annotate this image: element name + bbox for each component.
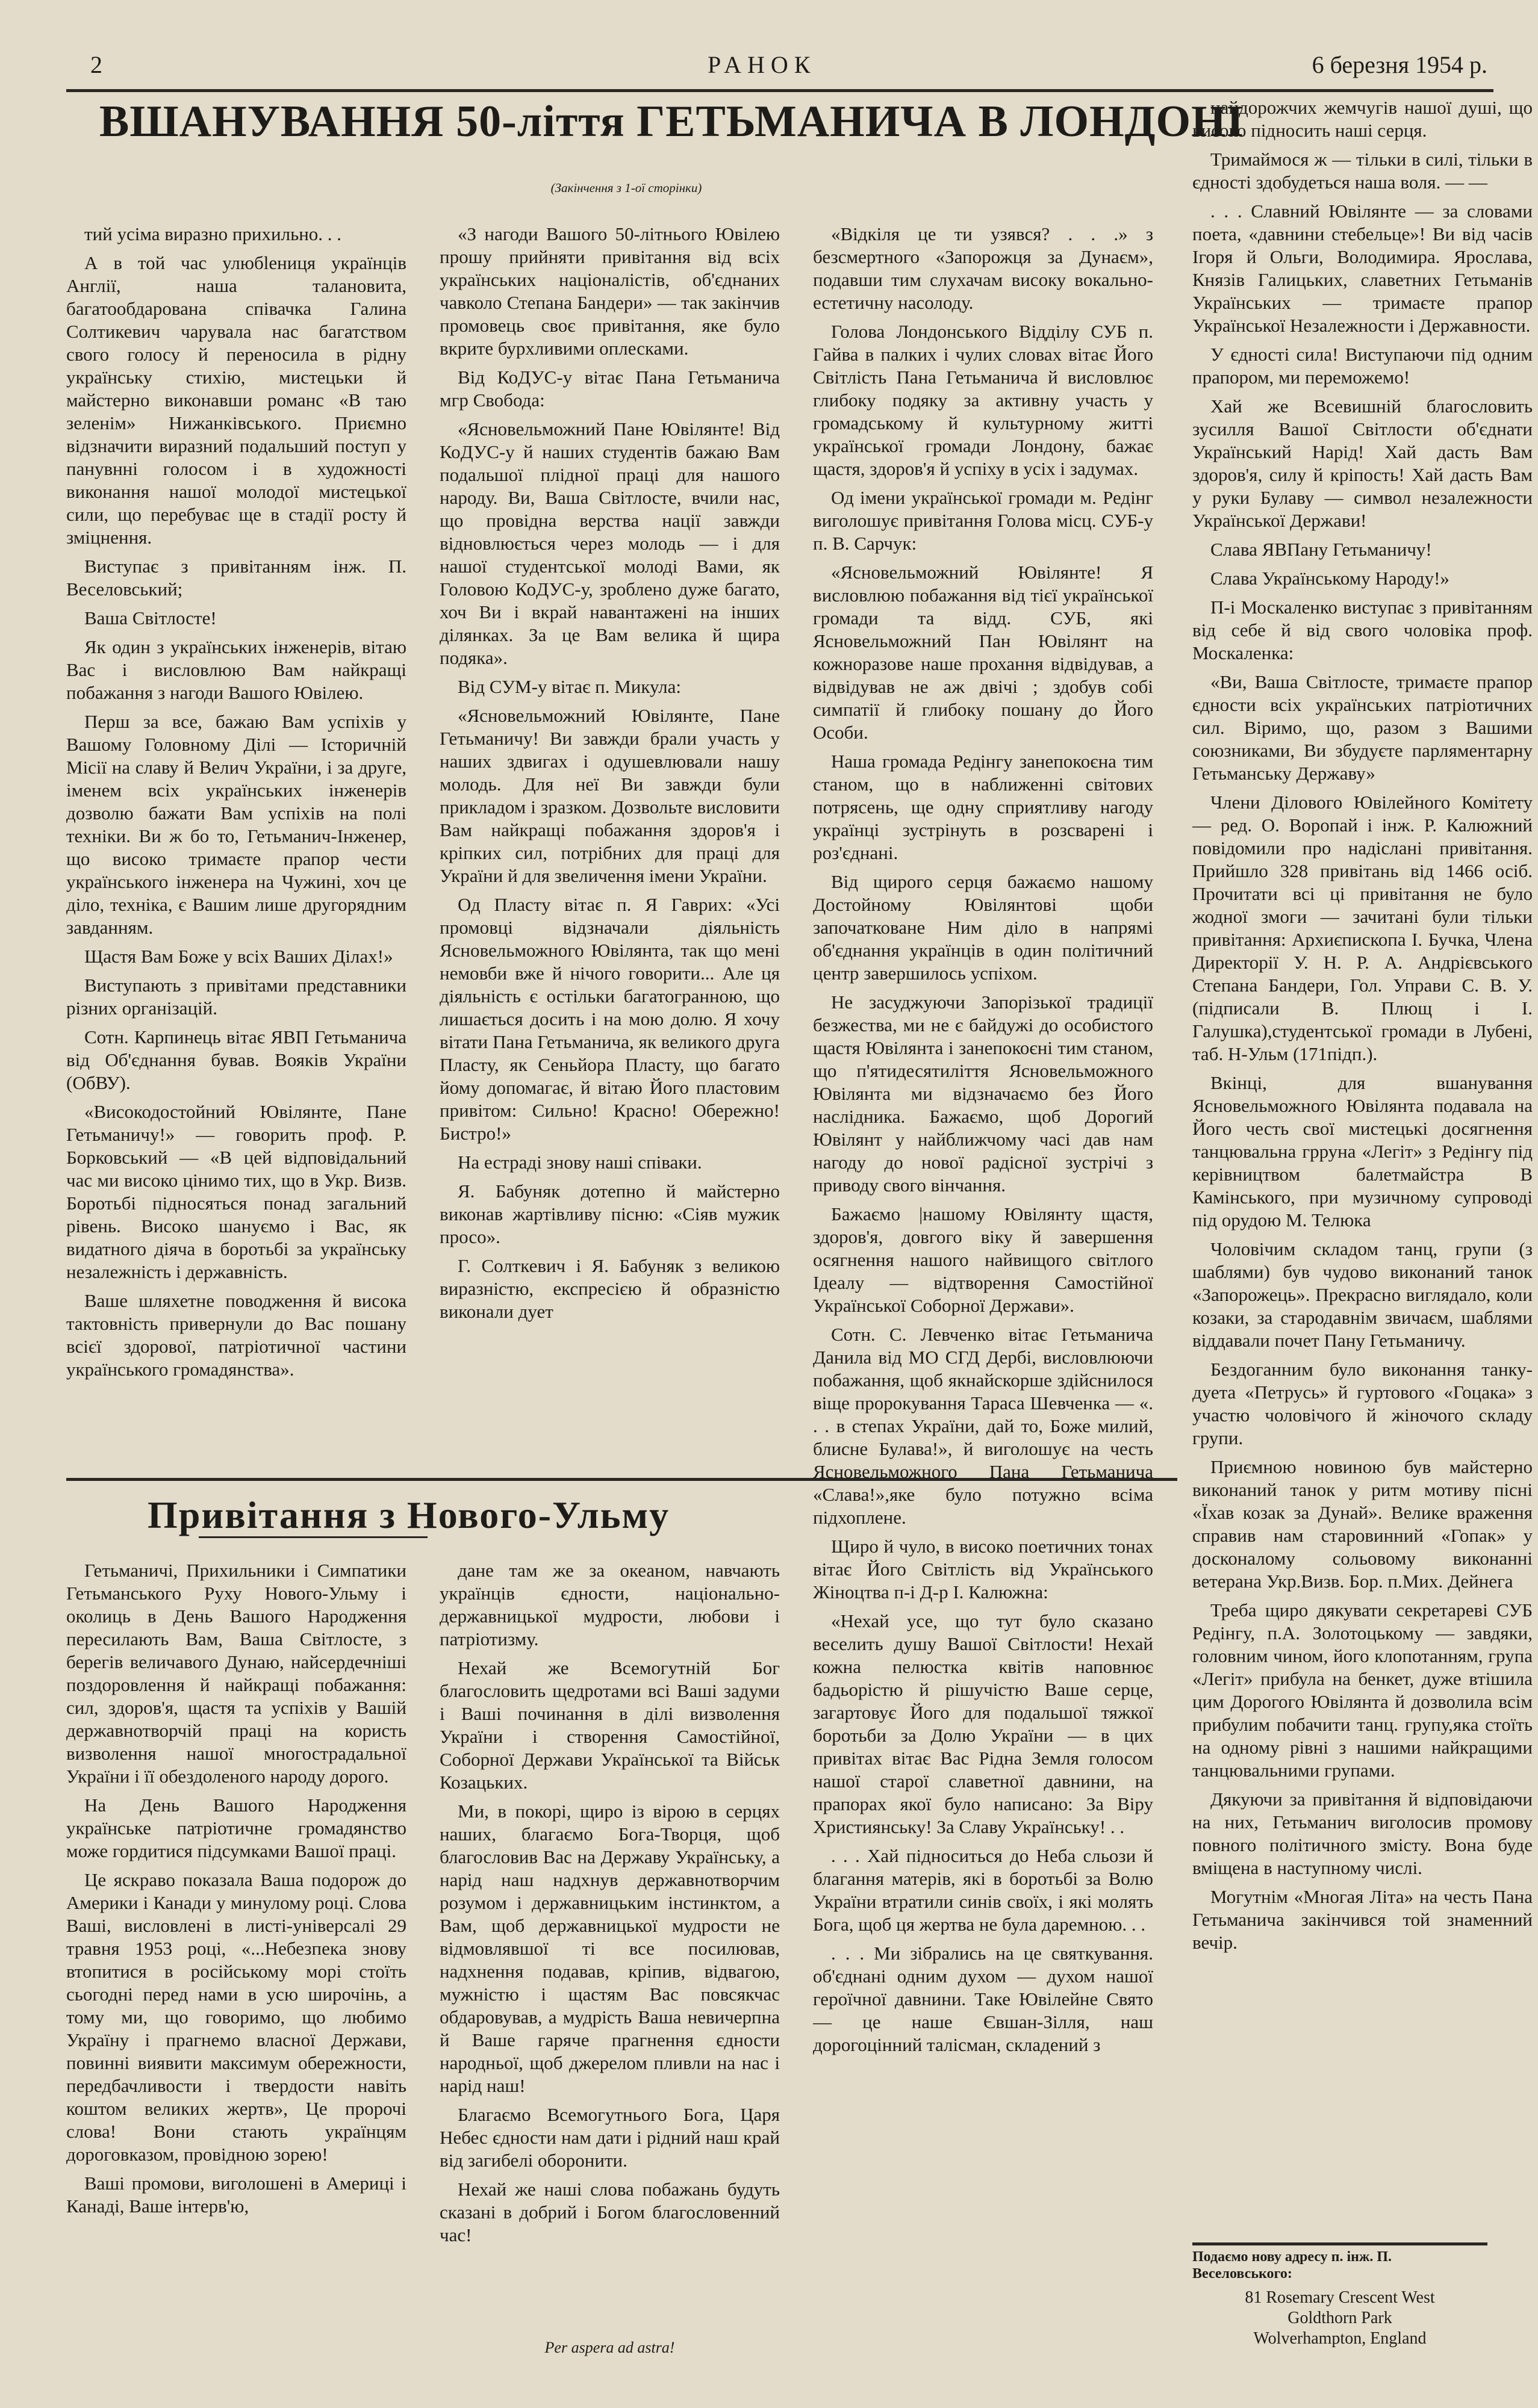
- article-paragraph: «Ясновельможний Пане Ювілянте! Від КоДУС-у й наших студентів бажаю Вам подальшої плідної праці для нашого народу. Ви, Ваша Світлосте, вчили нас, що провідна верства нації завжди відновлюється через молодь — і для нашої студентської молоді Вами, як Головою КоДУС-у, зроблено дуже багато, хоч Ви і вкрай навантажені на інших ділянках. За це Вам велика й щира подяка».: [440, 418, 780, 668]
- article-paragraph: . . . Славний Ювілянте — за словами поета, «давнини стебельце»! Ви від часів Ігоря й Ольги, Володимира. Ярослава, Князів Галицьких, славетних Гетьманів Українських — тримаєте прапор Української Незалежности і Державности.: [1192, 200, 1533, 336]
- address-line: Goldthorn Park: [1287, 2309, 1392, 2327]
- page-header: [66, 47, 1493, 92]
- article-paragraph: «Ясновельможний Ювілянте, Пане Гетьманичу! Ви завжди брали участь у наших здвигах і одушевлювали нашу молодь. Для неї Ви завжди були прикладом і зразком. Дозвольте висловити Вам найкращі побажання здоров'я і кріпких сил, потрібних для праці для України й для звеличення імени України.: [440, 705, 780, 886]
- article-paragraph: Ваше шляхетне поводження й висока тактовність привернули до Вас пошану всієї здорової, патріотичної частини українського громадянства».: [66, 1290, 406, 1380]
- article-paragraph: Як один з українських інженерів, вітаю Вас і висловлюю Вам найкращі побажання з нагоди Вашого Ювілею.: [66, 636, 406, 703]
- article-paragraph: Нехай же Всемогутній Бог благословить щедротами всі Ваші задуми і Ваші починання в ділі визволення України і створення Самостійної, Соборної Держави Української та Військ Козацьких.: [440, 1657, 780, 1793]
- article-paragraph: . . . Ми зібрались на це святкування. об'єднані одним духом — духом нашої героїчної давнини. Таке Ювілейне Свято — це наше Євшан-Зілля, наш дорогоцінний талісман, складений з: [813, 1943, 1153, 2055]
- article-paragraph: Від СУМ-у вітає п. Микула:: [458, 676, 682, 697]
- newspaper-title: РАНОК: [708, 51, 817, 78]
- article-paragraph: тий усіма виразно прихильно. . .: [84, 223, 342, 244]
- main-headline: ВШАНУВАННЯ 50-ліття ГЕТЬМАНИЧА В ЛОНДОНІ: [99, 97, 1245, 146]
- address-line: Wolverhampton, England: [1253, 2329, 1427, 2348]
- article-paragraph: Од імени української громади м. Редінг виголошує привітання Голова місц. СУБ-у п. В. Сарчук:: [813, 487, 1153, 554]
- continued-note: (Закінчення з 1-ої сторінки): [550, 181, 702, 195]
- article-paragraph: Бездоганним було виконання танку-дуета «Петрусь» й гуртового «Гоцака» з участю чоловічого й жіночого складу групи.: [1192, 1359, 1533, 1448]
- main-article-column-3: [813, 223, 1153, 2366]
- article-paragraph: Голова Лондонського Відділу СУБ п. Гайва в палких і чулих словах вітає Його Світлість Пана Гетьманича й висловлює глибоку подяку за активну участь у громадському й культурному житті української громади Лондону, бажає щастя, здоров'я й успіху в усіх і задумах.: [813, 321, 1153, 479]
- article-paragraph: Чоловічим складом танц, групи (з шаблями) був чудово виконаний танок «Запорожець». Прекрасно виглядало, коли козаки, за стародавнім звичаєм, шаблями віддавали почет Пану Гетьманичу.: [1192, 1238, 1533, 1351]
- main-article-column-1: [66, 223, 406, 1475]
- article-paragraph: Тримаймося ж — тільки в силі, тільки в єдності здобудеться наша воля. — —: [1192, 149, 1533, 193]
- article-paragraph: «Відкіля це ти узявся? . . .» з безсмертного «Запорожця за Дунаєм», подавши тим слухачам високу вокально-естетичну насолоду.: [813, 223, 1153, 313]
- article-paragraph: Не засуджуючи Запорізької традиції безжества, ми не є байдужі до особистого щастя Ювілянта і занепокоєні тим станом, що п'ятидесятиліття Ясновельможного Ювілянта ми відзначаємо без Його наслідника. Бажаємо, щоб Дорогий Ювілянт у найближчому часі дав нам нагоду до нової радісної зустрічі з приводу свого вінчання.: [813, 991, 1153, 1196]
- main-article-column-2: [440, 223, 780, 1475]
- second-article-headline: Привітання з Нового-Ульму: [148, 1494, 670, 1536]
- article-paragraph: Од Пласту вітає п. Я Гаврих: «Усі промовці відзначали діяльність Ясновельможного Ювілянта, так що мені немовби вже й нічого говорити... Але ця діяльність є остільки багатогранною, що лишається досить і на мою долю. Я хочу вітати Пана Гетьманича, як великого друга Пласту, як Сеньйора Пласту, що багато йому допомагає, й вітаю Його пластовим привітом: Сильно! Красно! Обережно! Бистро!»: [440, 894, 780, 1144]
- issue-date: 6 березня 1954 р.: [1312, 51, 1487, 78]
- second-article-column-2: [440, 1559, 780, 2336]
- article-paragraph: Гетьманичі, Прихильники і Симпатики Гетьманського Руху Нового-Ульму і околиць в День Вашого Народження пересилають Вам, Ваша Світлосте, з берегів величавого Дунаю, найсердечніші поздоровлення й найкращі побажання: сил, здоров'я, щастя та успіхів у Вашій державнотворчій праці на користь визволення нашої многострадальної України і її обездоленого народу дорого.: [66, 1560, 406, 1787]
- article-paragraph: Члени Ділового Ювілейного Комітету — ред. О. Воропай і інж. Р. Калюжний повідомили про надіслані привітання. Прийшло 328 привітань від 1466 осіб. Прочитати всі ці привітання не було жодної змоги — зачитані були тільки привітання: Архиєпископа І. Бучка, Члена Директорії У. Н. Р. А. Андрієвського Степана Бандери, Гол. Управи С. В. У. (підписали В. Плющ і І. Галушка),студентської громади в Лубені, таб. Н-Ульм (171підп.).: [1192, 792, 1533, 1064]
- article-paragraph: Виступають з привітами представники різних організацій.: [66, 975, 406, 1019]
- article-paragraph: Вкінці, для вшанування Ясновельможного Ювілянта подавала на Його честь свої мистецькі досягнення танцювальна грруна «Легіт» з Редінгу під керівництвом балетмайстра В Камінського, при музичному супроводі під орудою М. Телюка: [1192, 1072, 1533, 1230]
- article-paragraph: Від КоДУС-у вітає Пана Гетьманича мгр Свобода:: [440, 367, 780, 411]
- article-paragraph: «Нехай усе, що тут було сказано веселить душу Вашої Світлости! Нехай кожна пелюстка квітів наповнює бадьорістю й рішучістю Ваше серце, загартовує Його для подальшої тяжкої боротьби за Долю України — в цих привітах вітає Вас Рідна Земля голосом нашої старої славетної давнини, на прапорах якої було написано: За Віру Християнську! За Славу Українську! . .: [813, 1610, 1153, 1837]
- address-note: Подаємо нову адресу п. інж. П. Веселовського:: [1192, 2249, 1392, 2282]
- article-paragraph: Дякуючи за привітання й відповідаючи на них, Гетьманич виголосив промову повного політичного змісту. Вона буде вміщена в наступному числі.: [1192, 1789, 1533, 1878]
- article-paragraph: найдорожчих жемчугів нашої душі, що високо підносить наші серця.: [1192, 97, 1533, 141]
- article-paragraph: Треба щиро дякувати секретареві СУБ Редінгу, п.А. Золотоцькому — завдяки, головним чином, його клопотанням, група «Легіт» прибула на бенкет, дуже втішила цим Дорогого Ювілянта й дозволила всім прибулим побачити танц. групу,яка стоїть на одному рівні з нашими найкращими танцювальними групами.: [1192, 1600, 1533, 1781]
- article-paragraph: П-і Москаленко виступає з привітанням від себе й від свого чоловіка проф. Москаленка:: [1192, 597, 1533, 663]
- article-paragraph: Від щирого серця бажаємо нашому Достойному Ювілянтові щоби започатковане Ним діло в напрямі об'єднання українців в один політичний центр завершилось успіхом.: [813, 871, 1153, 984]
- article-paragraph: Г. Солткевич і Я. Бабуняк з великою виразністю, експресією й образністю виконали дует: [440, 1255, 780, 1322]
- article-paragraph: Щиро й чуло, в високо поетичних тонах вітає Його Світлість від Українського Жіноцтва п-і Д-р І. Калюжна:: [813, 1536, 1153, 1603]
- newspaper-page: [66, 36, 1533, 2372]
- article-paragraph: Слава Українському Народу!»: [1210, 568, 1449, 589]
- second-article-column-1: [66, 1559, 406, 2360]
- article-paragraph: Виступає з привітанням інж. П. Веселовський;: [66, 556, 406, 600]
- article-paragraph: Це яскраво показала Ваша подорож до Америки і Канади у минулому році. Слова Ваші, висловлені в листі-універсалі 29 травня 1953 році, «...Небезпека знову втопитися в російському морі стоїть сьогодні перед нами в усю широчінь, а тому ми, що говоримо, що любимо Україну і прагнемо власної Держави, повинні виявити максимум обережности, передбачливости і твердости навіть коштом великих жертв», Це пророчі слова! Вони стають українцям дороговказом, провідною зорею!: [66, 1869, 406, 2165]
- closing-motto: Per aspera ad astra!: [544, 2339, 675, 2356]
- headline-underline: [199, 1536, 428, 1538]
- signature-divider: [1192, 2242, 1487, 2245]
- article-paragraph: Нехай же наші слова побажань будуть сказані в добрий і Богом благословенний час!: [440, 2179, 780, 2245]
- article-paragraph: Перш за все, бажаю Вам успіхів у Вашому Головному Ділі — Історичній Місії на славу й Велич України, і за друге, іменем всіх українських інженерів дозволю бажати Вам успіхів на полі техніки. Ви ж бо то, Гетьманич-Інженер, що високо тримаєте прапор чести українського інженера на Чужині, хоч це діло, техніка, є Вашим лише другорядним завданням.: [66, 711, 406, 938]
- article-paragraph: «З нагоди Вашого 50-літнього Ювілею прошу прийняти привітання від всіх українських націоналістів, об'єднаних чавколо Степана Бандери» — так закінчив промовець своє привітання, яке було вкрите бурхливими оплесками.: [440, 223, 780, 359]
- article-paragraph: Наша громада Редінгу занепокоєна тим станом, що в наближенні світових потрясень, щe одну сприятливу нагоду українці зустрінуть в розсварені і роз'єднані.: [813, 751, 1153, 863]
- article-paragraph: На День Вашого Народження українське патріотичне громадянство може гордитися підсумками Вашої праці.: [66, 1795, 406, 1861]
- article-paragraph: Слава ЯВПану Гетьманичу!: [1210, 539, 1432, 560]
- article-paragraph: На естраді знову наші співаки.: [458, 1152, 702, 1173]
- article-paragraph: дане там же за океаном, навчають українців єдности, національно-державницької мудрости, любови і патріотизму.: [440, 1560, 780, 1649]
- article-paragraph: У єдності сила! Виступаючи під одним прапором, ми переможемо!: [1192, 344, 1533, 388]
- page-number: 2: [90, 51, 102, 78]
- article-paragraph: Хай же Всевишній благословить зусилля Вашої Світлости об'єднати Український Нарід! Хай дасть Вам здоров'я, силу й кріпость! Хай дасть Вам у руки Булаву — символ незалежности Української Держави!: [1192, 396, 1533, 531]
- article-paragraph: Ваші промови, виголошені в Америці і Канаді, Ваше інтерв'ю,: [66, 2173, 406, 2217]
- article-paragraph: «Ви, Ваша Світлосте, тримаєте прапор єдности всіх українських патріотичних сил. Віримо, що, разом з Вашими союзниками, Ви збудуєте парляментарну Гетьманську Державу»: [1192, 671, 1533, 784]
- article-paragraph: Бажаємо |нашому Ювілянту щастя, здоров'я, довгого віку й завершення осягнення нашого найвищого світлого Ідеалу — відтворення Самостійної Української Соборної Держави».: [813, 1203, 1153, 1316]
- article-paragraph: Благаємо Всемогутнього Бога, Царя Небес єдности нам дати і рідний наш край від загибелі оборонити.: [440, 2104, 780, 2171]
- article-paragraph: А в той час улюбleниця українців Англії, наша талановита, багатообдарована співачка Галина Солтикевич чарувала нас багатством свого голосу й переносила в рідну українську стихію, мистецьки й майстерно виконавши романс «В таю зеленім» Нижанківського. Приємно відзначити виразний подальший поступ у панувнні голосом і в художності виконання нашої молодої мистецької сили, що перебуває ще в стадії росту й зміцнення.: [66, 252, 406, 548]
- article-paragraph: Я. Бабуняк дотепно й майстерно виконав жартівливу пісню: «Сіяв мужик просо».: [440, 1181, 780, 1247]
- article-paragraph: Сотн. Карпинець вітає ЯВП Гетьманича від Об'єднання бував. Вояків України (ОбВУ).: [66, 1026, 406, 1093]
- article-paragraph: . . . Хай підноситься до Неба сльози й благання матерів, які в боротьбі за Волю України втратили синів своїх, і які молять Бога, щоб ця жертва не була даремною. . .: [813, 1845, 1153, 1935]
- article-paragraph: Щастя Вам Боже у всіх Ваших Ділах!»: [84, 946, 393, 967]
- section-divider: [66, 1478, 1177, 1481]
- address-line: 81 Rosemary Crescent West: [1245, 2288, 1435, 2307]
- article-paragraph: Ваша Світлосте!: [84, 607, 217, 628]
- article-paragraph: «Високодостойний Ювілянте, Пане Гетьманичу!» — говорить проф. Р. Борковський — «В цей відповідальний час ми високо цінимо тих, що в Укр. Визв. Боротьбі підносяться понад загальний рівень. Високо шануємо і Вас, як видатного діяча в боротьбі за українську незалежність і державність.: [66, 1101, 406, 1282]
- article-paragraph: Приємною новиною був майстерно виконаний танок у ритм мотиву пісні «Їхав козак за Дунай». Велике враження справив нам старовинний «Гопак» у досконалому сольовому виконанні ветерана Укр.Визв. Бор. п.Мих. Дейнега: [1192, 1456, 1533, 1592]
- main-article-column-4: [1192, 96, 1533, 2239]
- article-paragraph: Сотн. С. Левченко вітає Гетьманича Данила від МО СГД Дербі, висловлюючи побажання, щоб якнайскорше здійснилося віще пророкування Тараса Шевченка — «. . . в степах України, дай то, Боже милий, блисне Булава!», й виголошує на честь Ясновельможного Пана Гетьманича «Слава!»,яке було потужно всіма підхоплене.: [813, 1324, 1153, 1528]
- article-paragraph: «Ясновельможний Ювілянте! Я висловлюю побажання від тієї української громади та відд. СУБ, які Ясновельможний Пан Ювілянт на кожноразове наше прохання відвідував, а відвідував не аж двічі ; здобув собі симпатії й глибоку пошану до Його Особи.: [813, 562, 1153, 743]
- article-paragraph: Ми, в покорі, щиро із вірою в серцях наших, благаємо Бога-Творця, щоб благословив Вас на Державу Українську, а нарід наш надхнув державнотворчим розумом і державницьким інстинктом, а Вам, щоб державницької мудрости не відмовлявшої ті все посилював, надхнення подавав, кріпив, відвагою, мужністю і щастям Вас повсякчас обдаровував, а мудрість Ваша невичерпна й Ваше гаряче прагнення єдности народньої, щоб джерелом пливли на нас і нарід наш!: [440, 1801, 780, 2096]
- article-paragraph: Могутнім «Многая Літа» на честь Пана Гетьманича закінчився той знаменний вечір.: [1192, 1886, 1533, 1953]
- address-block: [1192, 2288, 1487, 2349]
